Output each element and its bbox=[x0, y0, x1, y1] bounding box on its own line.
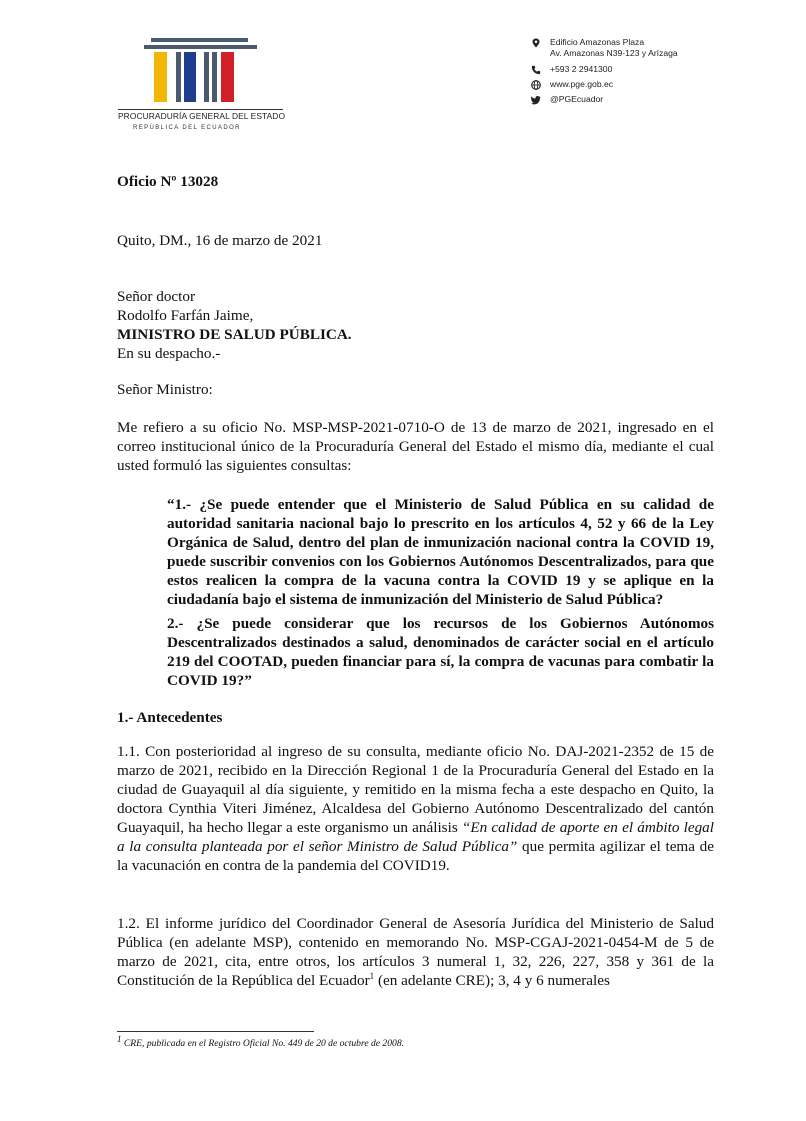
office-reference: Oficio Nº 13028 bbox=[117, 173, 219, 190]
address-line-2: Av. Amazonas N39-123 y Arízaga bbox=[550, 47, 678, 58]
globe-icon bbox=[531, 80, 541, 90]
recipient-closing: En su despacho.- bbox=[117, 345, 221, 362]
footnote bbox=[117, 1033, 714, 1049]
p11-text-2: que permita agilizar el tema de la vacunación en contra de la pandemia del COVID19. bbox=[117, 838, 714, 874]
footnote-text: CRE, publicada en el Registro Oficial No. 449 de 20 de octubre de 2008. bbox=[121, 1038, 405, 1049]
contact-website bbox=[531, 79, 761, 94]
contact-phone bbox=[531, 64, 761, 79]
greeting: Señor Ministro: bbox=[117, 381, 213, 398]
contact-block bbox=[531, 37, 761, 109]
p11-italic-quote: “En calidad de aporte en el ámbito legal a la consulta planteada por el señor Ministro de Salud Pública” bbox=[117, 819, 714, 855]
recipient-block bbox=[117, 287, 714, 363]
phone-number: +593 2 2941300 bbox=[550, 64, 613, 74]
footnote-mark: 1 bbox=[117, 1033, 122, 1044]
consultation-question-1: “1.- ¿Se puede entender que el Ministerio de Salud Pública en su calidad de autoridad sanitaria nacional bajo lo prescrito en los artículos 4, 52 y 66 de la Ley Orgánica de Salud, dentro del plan de inmunización nacional contra la COVID 19, puede suscribir convenios con los Gobiernos Autónomos Descentralizados, para que estos realicen la compra de la vacuna contra la COVID 19 y se aplique en la ciudadanía bajo el sistema de inmunización del Ministerio de Salud Pública? bbox=[167, 496, 714, 608]
contact-twitter bbox=[531, 94, 761, 109]
phone-icon bbox=[531, 65, 541, 75]
contact-address bbox=[531, 37, 761, 64]
pge-emblem-icon bbox=[118, 36, 283, 114]
p12-text-2: (en adelante CRE); 3, 4 y 6 numerales bbox=[374, 972, 610, 989]
logo-country-name: REPÚBLICA DEL ECUADOR bbox=[133, 125, 241, 131]
twitter-icon bbox=[531, 95, 541, 105]
twitter-handle[interactable]: @PGEcuador bbox=[550, 94, 604, 104]
footnote-divider bbox=[117, 1031, 314, 1032]
recipient-title: MINISTRO DE SALUD PÚBLICA. bbox=[117, 326, 352, 343]
location-pin-icon bbox=[531, 38, 541, 48]
pge-logo bbox=[118, 36, 286, 144]
section-heading-antecedentes: 1.- Antecedentes bbox=[117, 709, 223, 726]
place-date: Quito, DM., 16 de marzo de 2021 bbox=[117, 232, 323, 249]
recipient-salutation: Señor doctor bbox=[117, 288, 196, 305]
website-link[interactable]: www.pge.gob.ec bbox=[550, 79, 614, 89]
paragraph-1-2 bbox=[117, 914, 714, 990]
logo-institution-name: PROCURADURÍA GENERAL DEL ESTADO bbox=[118, 111, 286, 121]
footnote-reference[interactable]: 1 bbox=[369, 970, 375, 981]
address-line-1: Edificio Amazonas Plaza bbox=[550, 37, 645, 47]
intro-paragraph: Me refiero a su oficio No. MSP-MSP-2021-0710-O de 13 de marzo de 2021, ingresado en el correo institucional único de la Procuraduría General del Estado el mismo día, mediante el cual usted formuló las siguientes consultas: bbox=[117, 419, 714, 474]
p12-text-1: 1.2. El informe jurídico del Coordinador General de Asesoría Jurídica del Ministerio de Salud Pública (en adelante MSP), contenido en memorando No. MSP-CGAJ-2021-0454-M de 5 de marzo de 2021, cita, entre otros, los artículos 3 numeral 1, 32, 226, 227, 358 y 361 de la Constitución de la República del Ecuador bbox=[117, 915, 714, 989]
consultation-question-2: 2.- ¿Se puede considerar que los recursos de los Gobiernos Autónomos Descentralizados destinados a salud, denominados de carácter social en el artículo 219 del COOTAD, pueden financiar para sí, la compra de vacunas para combatir la COVID 19?” bbox=[167, 615, 714, 689]
recipient-name: Rodolfo Farfán Jaime, bbox=[117, 307, 254, 324]
paragraph-1-1 bbox=[117, 742, 714, 875]
p11-text-1: 1.1. Con posterioridad al ingreso de su consulta, mediante oficio No. DAJ-2021-2352 de 15 de marzo de 2021, recibido en la Dirección Regional 1 de la Procuraduría General del Estado en la ciudad de Guayaquil al día siguiente, y remitido en la misma fecha a este despacho en Quito, la doctora Cynthia Viteri Jiménez, Alcaldesa del Gobierno Autónomo Descentralizado del cantón Guayaquil, ha hecho llegar a este organismo un análisis bbox=[117, 743, 714, 836]
